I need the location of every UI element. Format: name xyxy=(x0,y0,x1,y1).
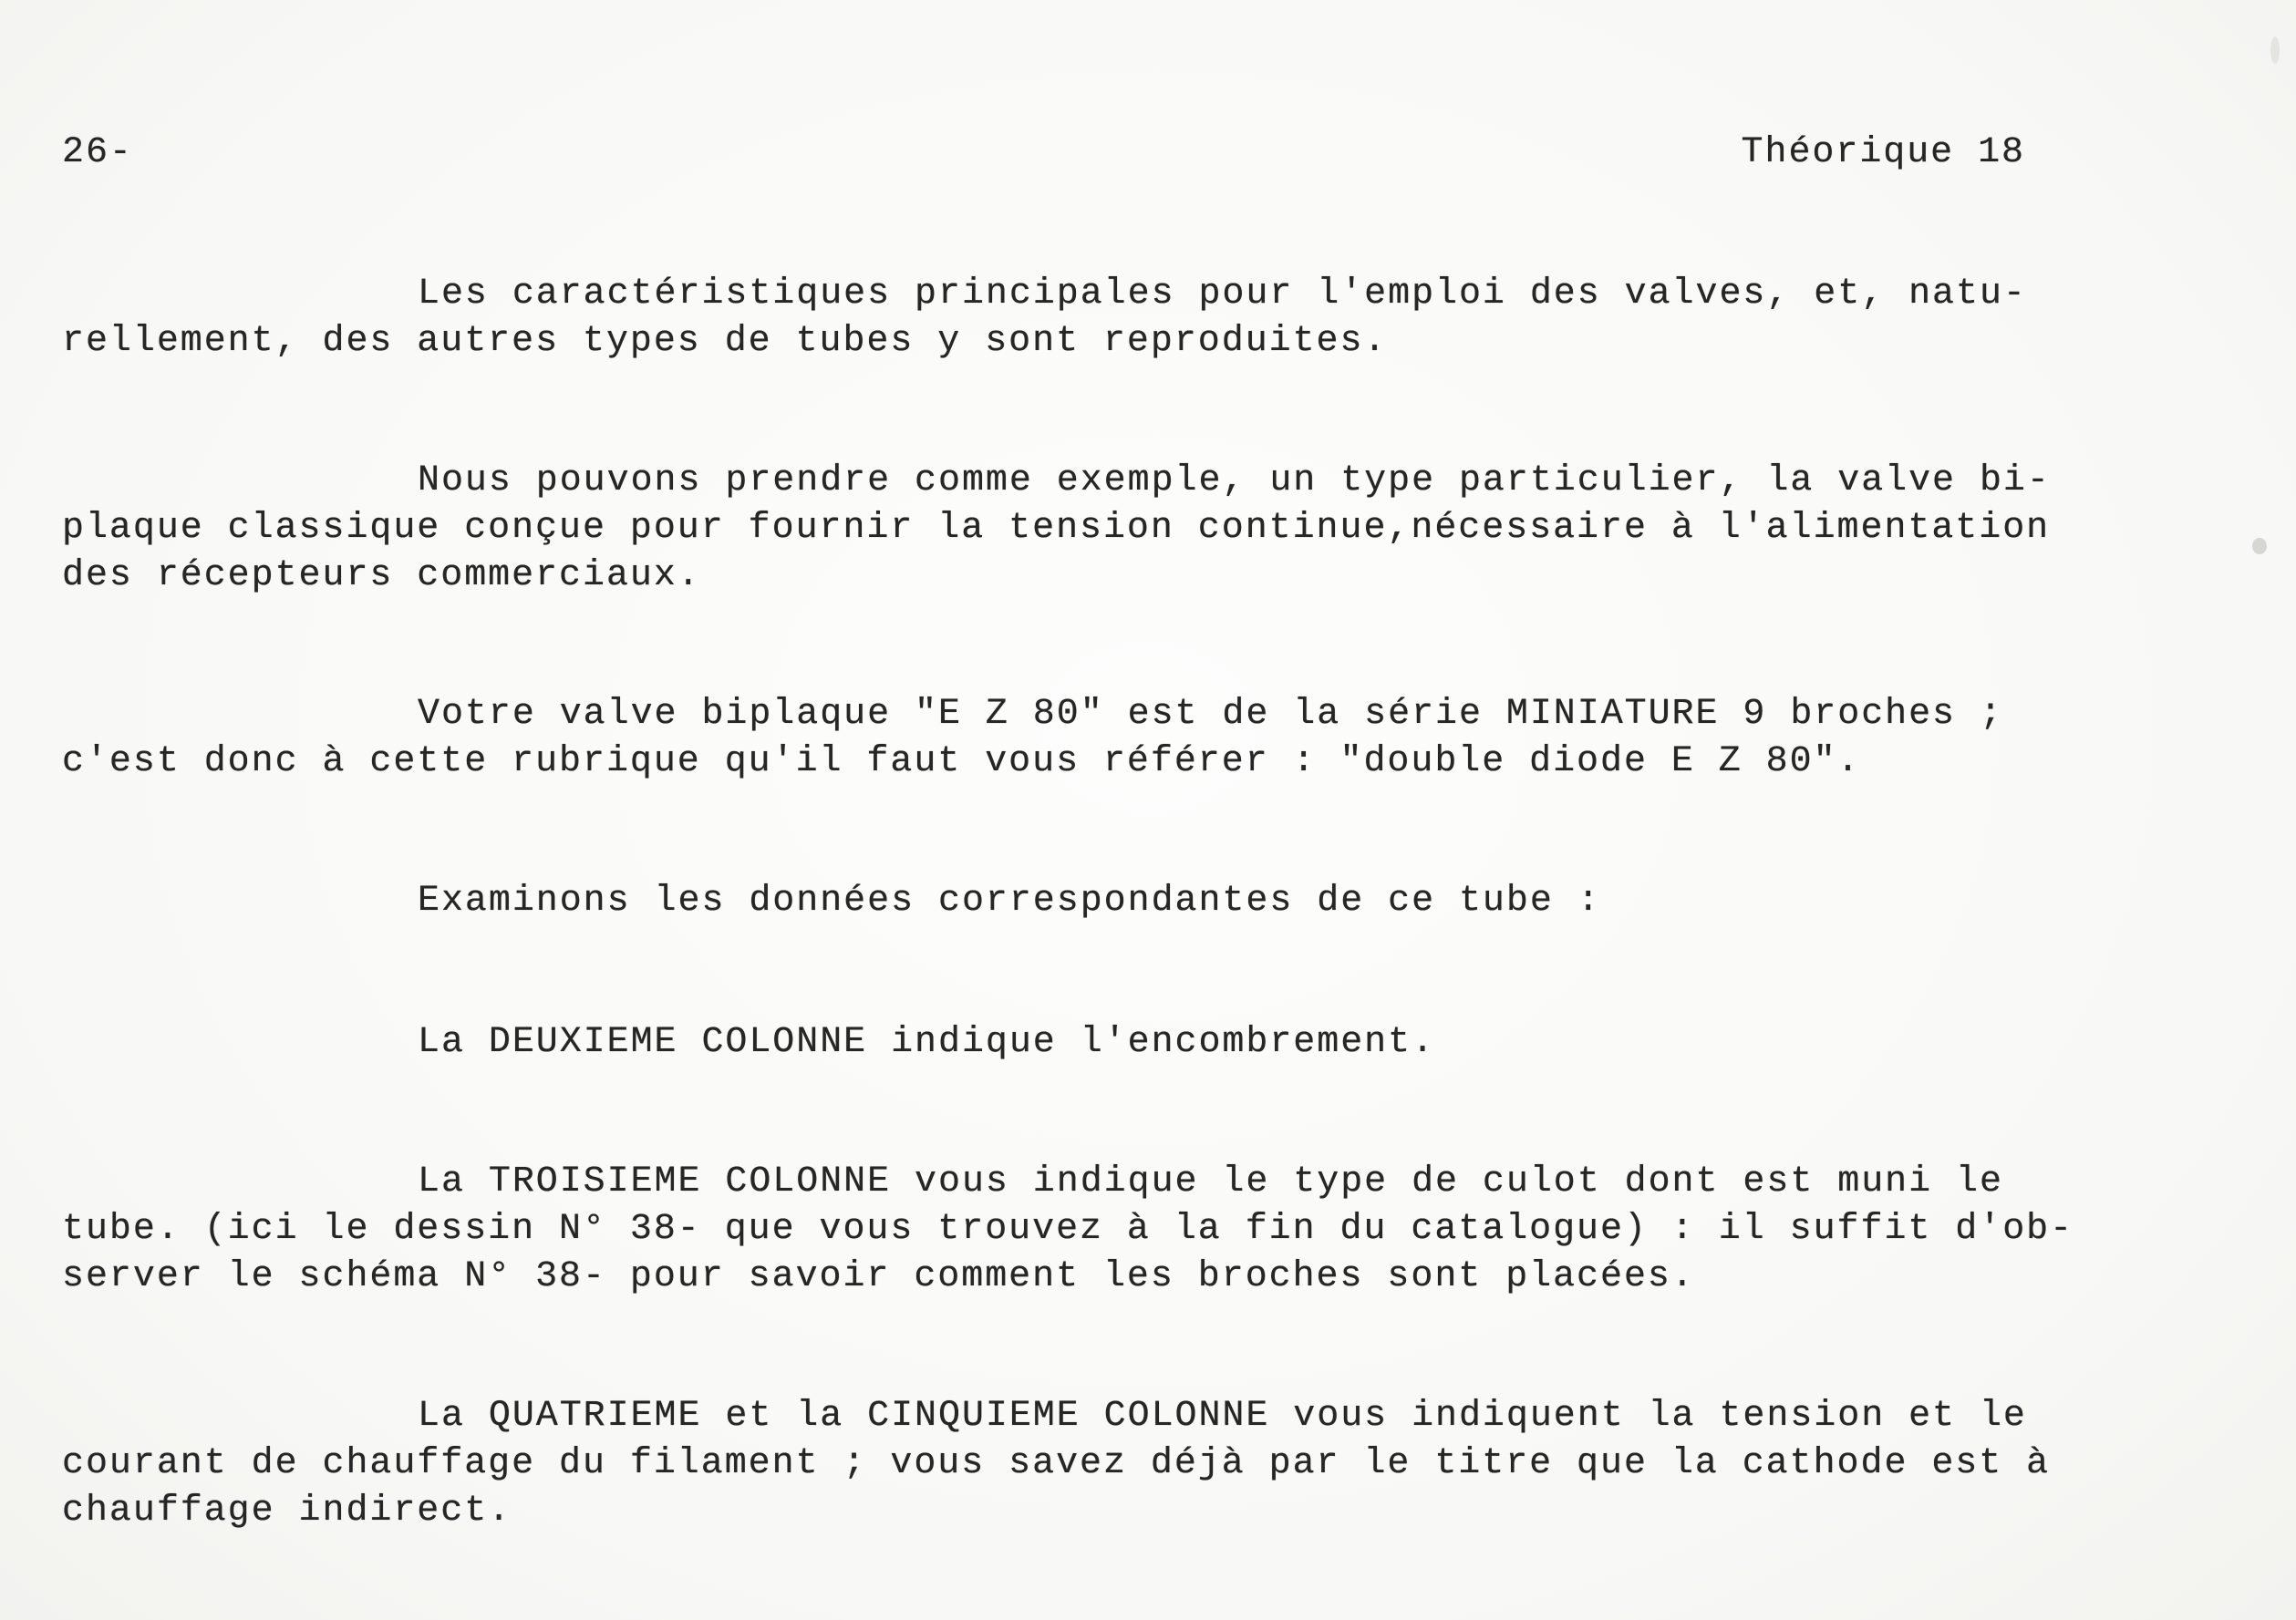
text-line: La DEUXIEME COLONNE indique l'encombrement. xyxy=(418,1022,1436,1063)
text-line: c'est donc à cette rubrique qu'il faut vous référer : "double diode E Z 80". xyxy=(62,741,1861,782)
paragraph-second-column xyxy=(62,1019,1435,1067)
text-line: server le schéma N° 38- pour savoir comment les broches sont placées. xyxy=(62,1256,1695,1297)
section-title: Théorique 18 xyxy=(1741,132,2025,173)
paragraph-fourth-fifth-columns xyxy=(62,1393,2050,1535)
text-line: des récepteurs commerciaux. xyxy=(62,555,701,596)
page-number: 26- xyxy=(62,132,133,173)
text-line: tube. (ici le dessin N° 38- que vous trouvez à la fin du catalogue) : il suffit d'ob- xyxy=(62,1209,2074,1250)
text-line: La QUATRIEME et la CINQUIEME COLONNE vous indiquent la tension et le xyxy=(418,1396,2027,1437)
text-line: La TROISIEME COLONNE vous indique le type de culot dont est muni le xyxy=(418,1161,2003,1202)
paragraph-intro xyxy=(62,271,2027,366)
scan-speck xyxy=(2252,538,2267,554)
text-line: rellement, des autres types de tubes y sont reproduites. xyxy=(62,321,1388,362)
paragraph-examine xyxy=(62,878,1601,925)
paragraph-example xyxy=(62,458,2051,600)
paragraph-valve xyxy=(62,691,2003,786)
text-line: courant de chauffage du filament ; vous savez déjà par le titre que la cathode est à xyxy=(62,1443,2051,1484)
text-line: chauffage indirect. xyxy=(62,1491,512,1532)
text-line: plaque classique conçue pour fournir la tension continue,nécessaire à l'alimentation xyxy=(62,508,2051,549)
text-line: Votre valve biplaque "E Z 80" est de la série MINIATURE 9 broches ; xyxy=(418,694,2003,735)
text-line: Examinons les données correspondantes de ce tube : xyxy=(418,881,1601,922)
scan-speck xyxy=(2270,36,2280,64)
paragraph-third-column xyxy=(62,1159,2074,1301)
text-line: Les caractéristiques principales pour l'emploi des valves, et, natu- xyxy=(418,273,2027,315)
text-line: Nous pouvons prendre comme exemple, un type particulier, la valve bi- xyxy=(418,460,2051,501)
